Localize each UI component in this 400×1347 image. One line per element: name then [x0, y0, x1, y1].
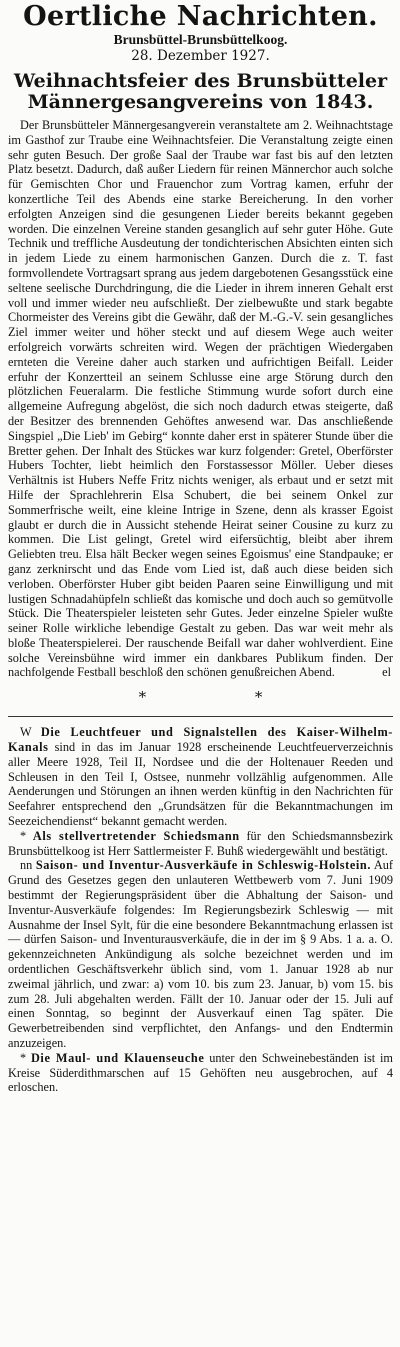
divider-rule	[8, 716, 393, 717]
article-signature: el	[382, 665, 391, 680]
note-text: für den Schiedsmannsbezirk Brunsbüttelkoog ist Herr Sattlermeister F. Buhß wiedergewählt und bestätigt.	[8, 828, 394, 858]
article-text: Der Brunsbütteler Männergesangverein veranstaltete am 2. Weihnachtstage im Gasthof zur Traube eine Weihnachtsfeier. Die Veranstaltung zeigte einen sehr guten Besuch. Der große Saal der Traube war fast bis auf den letzten Platz besetzt. Dadurch, daß außer Liedern für reinen Männerchor auch solche für Gemischten Chor und Frauenchor zum Vortrag kamen, erfuhr der konzertliche Teil des Abends eine starke Bereicherung. In den vorher erfolgten Anzeigen sind die gesungenen Lieder bereits bekannt gegeben worden. Die einzelnen Vereine standen gesanglich auf sehr guter Höhe. Gute Technik und treffliche Ausdeutung der tondichterischen Absichten einten sich in jedem Liede zu einem harmonischen Ganzen. Durch die z. T. fast formvollendete Vortragsart sprang aus jedem dargebotenen Gesangsstück eine seltene seelische Durchdringung, die die Lieder in ihrem inneren Gehalt erst voll und immer wieder neu aufschließt. Der zielbewußte und stark begabte Chormeister des Vereins gibt die Gewähr, daß der M.-G.-V. sein gesangliches Ziel immer weiter und höher steckt und auf diesem Wege auch weiter erfolgreich vorwärts schreiten wird. Wegen der prächtigen Wiedergaben ernteten die Vereine daher auch starken und aufrichtigen Beifall. Leider erfuhr der Konzertteil an seinem Schlusse eine arge Störung durch den plötzlichen Feueralarm. Die festliche Stimmung wurde sofort durch eine allgemeine Aufregung abgelöst, die sich noch dadurch etwas steigerte, daß der Besitzer des brennenden Gehöftes anwesend war. Das anschließende Singspiel „Die Lieb' im Gebirg“ konnte daher erst in späterer Stunde über die Bretter gehen. Der Inhalt des Stückes war kurz folgender: Gretel, Oberförster Hubers Tochter, liebt heimlich den Forstassessor Möller. Ueber dieses Verhältnis ist Hubers Neffe Fritz nichts weniger, als erbaut und er setzt mit Hilfe der Sprachlehrerin Elsa Schubert, die bei seinem Onkel zur Sommerfrische weilt, eine kleine Intrige in Szene, denn als krasser Egoist glaubt er durch die in Aussicht stehende Heirat seiner Cousine zu kurz zu kommen. Die List gelingt, Gretel wird eifersüchtig, bleibt aber ihrem Geliebten treu. Elsa hält Becker wegen seines Egoismus' eine Standpauke; er ganz zerknirscht und das Ende vom Lied ist, daß auch diese beiden sich verloben. Oberförster Huber gibt beiden Paaren seine Einwilligung und mit lustigen Schnadahüpfeln schließt das komische und doch auch so gemütvolle Stück. Die Theaterspieler leisteten sehr Gutes. Jeder einzelne Spieler wußte seiner Rolle wirkliche lebendige Gestalt zu geben. Das war weit mehr als bloße Theaterspielerei. Der rauschende Beifall war daher wohlverdient. Eine solche Vereinsbühne wird immer ein dankbares Publikum finden. Der nachfolgende Festball beschloß den schönen genußreichen Abend.	[8, 118, 393, 680]
article-body	[8, 118, 393, 680]
note-prefix: W	[20, 725, 32, 740]
article-headline	[8, 71, 393, 113]
article-headline-line1: Weihnachtsfeier des Brunsbütteler	[13, 70, 388, 92]
note-lead: Die Maul- und Klauenseuche	[30, 1050, 205, 1065]
separator-stars: * *	[138, 688, 315, 707]
note-text: Auf Grund des Gesetzes gegen den unlauteren Wettbewerb vom 7. Juni 1909 bestimmt der Regierungspräsident über die Abhaltung der Saison- und Inventur-Ausverkäufe folgendes: Im Regierungsbezirk Schleswig — mit Ausnahme der Insel Sylt, für die eine besondere Bekanntmachung erlassen ist — dürfen Saison- und Inventurausverkäufe, die in der im § 9 Abs. 1 a. a. O. gekennzeichneten Ankündigung als solche bezeichnet werden und im ordentlichen Geschäftsverkehr üblich sind, vom 1. Januar 1928 ab nur zweimal jährlich, und zwar: a) vom 10. bis zum 23. Januar, b) vom 15. bis zum 28. Juli abgehalten werden. Fällt der 10. Januar oder der 15. Juli auf einen Sonntag, so beginnt der Ausverkauf einen Tag später. Die Gewerbetreibenden sind verpflichtet, den Anfangs- und den Endtermin anzuzeigen.	[8, 858, 393, 1051]
note-lead: Die Leuchtfeuer und Signalstellen des Kaiser-Wilhelm-Kanals	[8, 725, 393, 755]
note-text: unter den Schweinebeständen ist im Kreise Süderdithmarschen auf 15 Gehöften neu ausgebrochen, auf 4 erloschen.	[8, 1050, 393, 1095]
section-subtitle: Brunsbüttel-Brunsbüttelkoog.	[113, 32, 288, 47]
note-item	[8, 725, 393, 829]
note-item	[8, 829, 393, 859]
article-headline-line2: Männergesangvereins von 1843.	[27, 91, 374, 113]
dateline: 28. Dezember 1927.	[131, 48, 270, 64]
note-item	[8, 858, 393, 1050]
note-lead: Saison- und Inventur-Ausverkäufe in Schleswig-Holstein.	[35, 858, 372, 873]
short-notes	[8, 725, 393, 1095]
note-lead: Als stellvertretender Schiedsmann	[32, 828, 240, 843]
note-prefix: *	[20, 828, 27, 843]
section-title: Oertliche Nachrichten.	[23, 1, 378, 32]
note-text: sind in das im Januar 1928 erscheinende Leuchtfeuerverzeichnis aller Meere 1928, Teil II, Nordsee und die der Holtenauer Reeden und Schleusen in den Teil I, Ostsee, nunmehr vollzählig aufgenommen. Alle Aenderungen und Störungen an ihnen werden künftig in den Nachrichten für Seefahrer entsprechend den „Grundsätzen für die Bekanntmachungen im Seezeichendienst“ bekannt gemacht werden.	[8, 740, 393, 829]
note-prefix: *	[20, 1050, 27, 1065]
note-prefix: nn	[20, 858, 33, 873]
note-item	[8, 1051, 393, 1095]
